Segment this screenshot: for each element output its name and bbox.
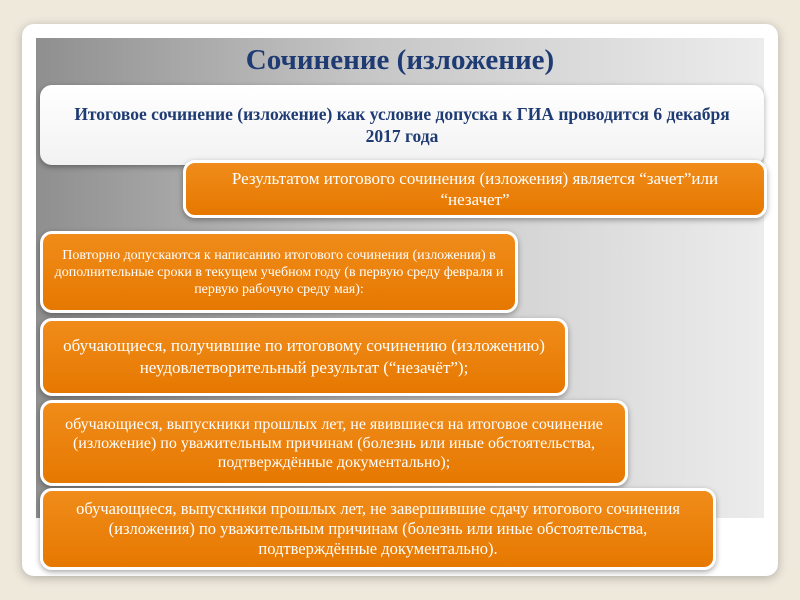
list-item-text: обучающиеся, выпускники прошлых лет, не завершившие сдачу итогового сочинения (изложения) по уважительным причинам (болезнь или иные обстоятельства, подтверждённые документально). xyxy=(76,499,680,558)
result-text: Результатом итогового сочинения (изложения) является “зачет”или “незачет” xyxy=(231,169,719,209)
list-item xyxy=(40,400,628,486)
list-item-text: обучающиеся, получившие по итоговому сочинению (изложению) неудовлетворительный результат (“незачёт”); xyxy=(63,336,545,377)
repeat-admission-text: Повторно допускаются к написанию итогового сочинения (изложения) в дополнительные сроки в текущем учебном году (в первую среду февраля и первую рабочую среду мая): xyxy=(54,247,504,297)
list-item-text: обучающиеся, выпускники прошлых лет, не явившиеся на итоговое сочинение (изложение) по уважительным причинам (болезнь или иные обстоятельства, подтверждённые документально); xyxy=(65,415,603,471)
list-item xyxy=(40,318,568,396)
intro-box xyxy=(40,85,764,165)
repeat-admission-box xyxy=(40,231,518,313)
slide-title: Сочинение (изложение) xyxy=(245,44,555,76)
result-box xyxy=(183,160,767,218)
intro-text: Итоговое сочинение (изложение) как условие допуска к ГИА проводится 6 декабря 2017 года xyxy=(74,104,730,146)
list-item xyxy=(40,488,716,570)
